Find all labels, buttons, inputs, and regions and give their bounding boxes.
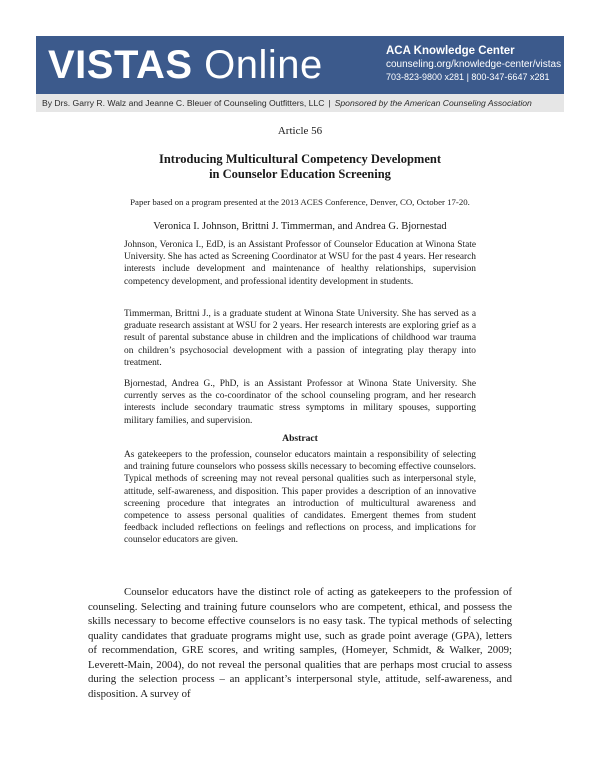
vistas-logo — [48, 40, 323, 90]
author-bio-timmerman: Timmerman, Brittni J., is a graduate student at Winona State University. She has served as a graduate research assistant at WSU for 2 years. Her research interests are exploring grief as a result of parental substance abuse in children and the implications of childhood war trauma on children’s psychosocial development with a passion of integrating play therapy into treatment. — [124, 309, 476, 368]
abstract-body: As gatekeepers to the profession, counselor educators maintain a responsibility of selecting and training future counselors who possess skills necessary to becoming effective counselors. Typical methods of screening may not reveal personal qualities such as interpersonal style, attitude, self-awareness, and disposition. This paper provides a description of an innovative screening procedure that integrates an introduction of multicultural awareness and competence to assess personal qualities of candidates. Emergent themes from student feedback included reflections on feelings and reflections on process, and implications for counselor educators are given. — [124, 450, 476, 546]
article-number: Article 56 — [277, 125, 323, 137]
knowledge-center-url[interactable]: counseling.org/knowledge-center/vistas — [386, 59, 562, 70]
knowledge-center-title: ACA Knowledge Center — [386, 45, 515, 57]
logo-light-text: Online — [204, 43, 323, 87]
article-title-line-2: in Counselor Education Screening — [209, 167, 391, 181]
logo-bold-text: VISTAS — [48, 43, 193, 87]
paper-note: Paper based on a program presented at the 2013 ACES Conference, Denver, CO, October 17-20. — [130, 197, 470, 207]
knowledge-center-phone: 703-823-9800 x281 | 800-347-6647 x281 — [386, 72, 550, 82]
abstract-heading: Abstract — [282, 433, 318, 444]
author-list: Veronica I. Johnson, Brittni J. Timmerman, and Andrea G. Bjornestad — [153, 221, 447, 232]
body-paragraph-1: Counselor educators have the distinct role of acting as gatekeepers to the profession of counseling. Selecting and training future counselors who are competent, ethical, and possess the skills necessary to become effective counselors is no easy task. The typical methods of selecting quality candidates that graduate programs might use, such as grade point average (GPA), letters of recommendation, GRE scores, and writing samples, (Homeyer, Schmidt, & Walker, 2009; Leverett-Main, 2004), do not reveal the personal qualities that are perhaps most crucial to assess during the selection process – an applicant’s interpersonal style, attitude, self-awareness, and disposition. A survey of — [88, 586, 512, 700]
byline-separator: | — [328, 98, 331, 108]
article-title-line-1: Introducing Multicultural Competency Development — [158, 152, 442, 166]
author-bio-bjornestad: Bjornestad, Andrea G., PhD, is an Assistant Professor at Winona State University. She currently serves as the co-coordinator of the school counseling program, and her research interests include secondary traumatic stress symptoms in military spouses, supporting military families, and supervision. — [124, 379, 476, 426]
vistas-banner — [36, 36, 564, 94]
sponsor-text: Sponsored by the American Counseling Association — [334, 98, 532, 108]
author-bio-johnson: Johnson, Veronica I., EdD, is an Assistant Professor of Counselor Education at Winona State University. She has acted as Screening Coordinator at WSU for the past 4 years. Her research interests include development and maintenance of healthy relationships, supervision competency development, and professional identity development in students. — [124, 240, 476, 287]
knowledge-center-info — [386, 44, 562, 84]
article-title — [0, 152, 600, 182]
byline-bar — [36, 94, 564, 112]
byline-text: By Drs. Garry R. Walz and Jeanne C. Bleuer of Counseling Outfitters, LLC — [42, 98, 325, 108]
